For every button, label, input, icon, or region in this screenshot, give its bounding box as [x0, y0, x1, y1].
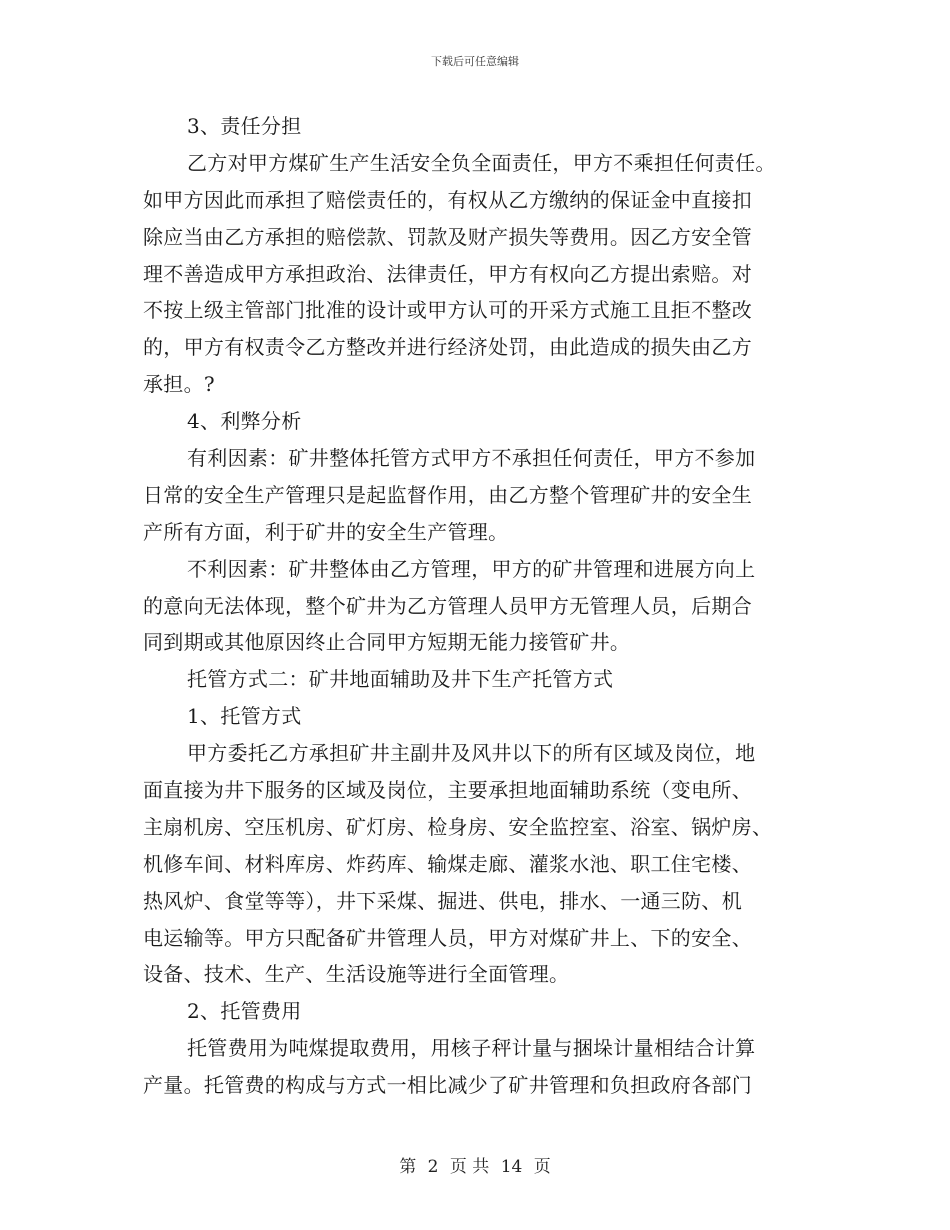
section-heading: 4、利弊分析	[187, 409, 302, 434]
paragraph-line: 乙方对甲方煤矿生产生活安全负全面责任，甲方不乘担任何责任。	[187, 150, 776, 175]
footer-suffix: 页	[533, 1157, 551, 1177]
paragraph-line: 日常的安全生产管理只是起监督作用，由乙方整个管理矿井的安全生	[143, 482, 752, 507]
footer-prefix: 第	[399, 1157, 417, 1177]
section-heading: 2、托管费用	[187, 999, 302, 1024]
paragraph-line: 甲方委托乙方承担矿井主副井及风井以下的所有区域及岗位，地	[187, 741, 756, 766]
header-note: 下载后可任意编辑	[431, 55, 519, 68]
page-number: 2	[427, 1157, 439, 1177]
paragraph-line: 产量。托管费的构成与方式一相比减少了矿井管理和负担政府各部门	[143, 1073, 752, 1098]
paragraph-line: 设备、技术、生产、生活设施等进行全面管理。	[143, 962, 570, 987]
section-heading: 1、托管方式	[187, 704, 302, 729]
document-body	[143, 108, 815, 1104]
page-total: 14	[500, 1157, 523, 1177]
paragraph-line: 托管费用为吨煤提取费用，用核子秤计量与捆垛计量相结合计算	[187, 1036, 756, 1061]
paragraph-line: 机修车间、材料库房、炸药库、输煤走廊、灌浆水池、职工住宅楼、	[143, 851, 752, 876]
footer-mid: 页 共	[449, 1157, 490, 1177]
paragraph-line: 理不善造成甲方承担政治、法律责任，甲方有权向乙方提出索赔。对	[143, 261, 752, 286]
paragraph-line: 的意向无法体现，整个矿井为乙方管理人员甲方无管理人员，后期合	[143, 593, 752, 618]
paragraph-line: 面直接为井下服务的区域及岗位，主要承担地面辅助系统（变电所、	[143, 778, 752, 803]
paragraph-line: 除应当由乙方承担的赔偿款、罚款及财产损失等费用。因乙方安全管	[143, 224, 752, 249]
paragraph-line: 有利因素：矿井整体托管方式甲方不承担任何责任，甲方不参加	[187, 446, 756, 471]
page-footer	[0, 1152, 950, 1177]
paragraph-line: 同到期或其他原因终止合同甲方短期无能力接管矿井。	[143, 630, 631, 655]
paragraph-line: 热风炉、食堂等等），井下采煤、掘进、供电，排水、一通三防、机	[143, 888, 742, 913]
paragraph-line: 如甲方因此而承担了赔偿责任的，有权从乙方缴纳的保证金中直接扣	[143, 187, 752, 212]
section-heading: 3、责任分担	[187, 114, 302, 138]
paragraph-line: 不按上级主管部门批准的设计或甲方认可的开采方式施工且拒不整改	[143, 298, 752, 323]
paragraph-line: 主扇机房、空压机房、矿灯房、检身房、安全监控室、浴室、锅炉房、	[143, 814, 773, 839]
paragraph-line: 电运输等。甲方只配备矿井管理人员，甲方对煤矿井上、下的安全、	[143, 925, 752, 950]
paragraph-line: 的，甲方有权责令乙方整改并进行经济处罚，由此造成的损失由乙方	[143, 335, 752, 360]
section-heading: 托管方式二：矿井地面辅助及井下生产托管方式	[187, 667, 614, 692]
paragraph-line: 产所有方面，利于矿井的安全生产管理。	[143, 519, 509, 544]
paragraph-line: 不利因素：矿井整体由乙方管理，甲方的矿井管理和进展方向上	[187, 556, 756, 581]
paragraph-line: 承担。?	[143, 372, 215, 397]
